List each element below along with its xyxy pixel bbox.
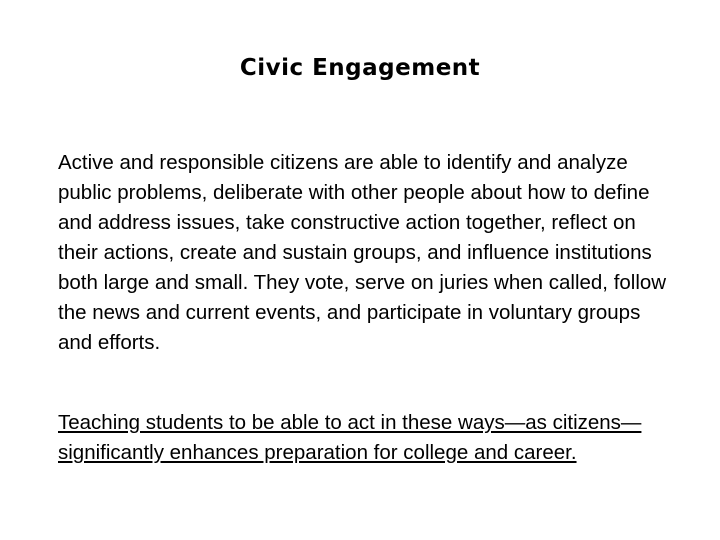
slide-title [0, 55, 720, 81]
body-paragraph-teaching-statement: Teaching students to be able to act in these ways—as citizens—significantly enhances preparation for college and career. [58, 411, 642, 464]
body-paragraph-civic-definition: Active and responsible citizens are able to identify and analyze public problems, deliberate with other people about how to define and address issues, take constructive action together, reflect on their actions, create and sustain groups, and influence institutions both large and small. They vote, serve on juries when called, follow the news and current events, and participate in voluntary groups and efforts. [58, 151, 667, 354]
slide-title-text: Civic Engagement [239, 55, 481, 81]
